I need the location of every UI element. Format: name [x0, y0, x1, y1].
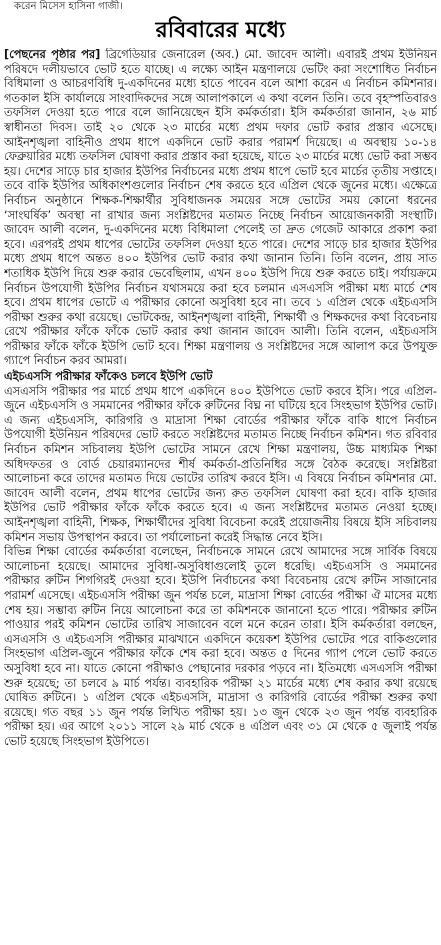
- sub-headline: এইচএসসি পরীক্ষার ফাঁকেও চলবে ইউপি ভোট: [4, 370, 213, 384]
- article-body: [4, 48, 437, 941]
- paragraph-1: [4, 48, 437, 369]
- paragraph-1-text: ব্রিগেডিয়ার জেনারেল (অব.) মো. জাবেদ আলী। এবারই প্রথম ইউনিয়ন পরিষদে দলীয়ভাবে ভোট হতে যাচ্ছে। এ লক্ষ্যে আইন মন্ত্রণালয়ে ভেটিং করা সংশোধিত নির্বাচন বিধিমালা ও আচরণবিধি দু-একদিনের মধ্যে হাতে পাবেন বলে আশা করেন এ নির্বাচন কমিশনার। গতকাল ইসি কার্যালয়ে সাংবাদিকদের সঙ্গে আলাপকালে এ কথা বলেন তিনি। তবে বৃহস্পতিবারও তফসিল দেওয়া হতে পারে বলে জানিয়েছেন ইসি কর্মকর্তারা। ইসি কর্মকর্তারা জানান, ২৬ মার্চ স্বাধীনতা দিবস। তাই ২০ থেকে ২৩ মার্চের মধ্যে প্রথম দফার ভোট করার প্রস্তাব এসেছে। আইনশৃঙ্খলা বাহিনীও প্রথম ধাপে একদিনে ভোট করার পরামর্শ দিয়েছে। এ অবস্থায় ১০-১৪ ফেব্রুয়ারির মধ্যে তফসিল ঘোষণা করার প্রস্তাব করা হয়েছে, যাতে ২৩ মার্চের মধ্যে ভোট করা সম্ভব হয়। দেশের সাড়ে চার হাজার ইউপির নির্বাচনের মধ্যে প্রথম ধাপে ভোট হবে মার্চের তৃতীয় সপ্তাহে। তবে বাকি ইউপির অধিকাংশগুলোর নির্বাচন শেষ করতে হবে এপ্রিল থেকে জুনের মধ্যে। এক্ষেত্রে নির্বাচন অনুষ্ঠানে শিক্ষক-শিক্ষার্থীর সুবিধাজনক সময়ের সঙ্গে ভোটের সময় কোনো ধরনের ‘সাংঘর্ষিক’ অবস্থা না রাখার জন্য সংশ্লিষ্টদের মতামত নিচ্ছে নির্বাচন আয়োজনকারী সংস্থাটি। জাবেদ আলী বলেন, দু-একদিনের মধ্যে বিধিমালা পেলেই তা দ্রুত গেজেট আকারে প্রকাশ করা হবে। এরপরই প্রথম ধাপের ভোটের তফসিল দেওয়া হতে পারে। দেশের সাড়ে চার হাজার ইউপির মধ্যে প্রথম ধাপে অন্তত ৪০০ ইউপির ভোট করার কথা জানান তিনি। তিনি বলেন, প্রায় সাত শতাধিক ইউপি দিয়ে শুরু করার ভেবেছিলাম, এখন ৪০০ ইউপি দিয়ে শুরু করতে চাই। পর্যায়ক্রমে নির্বাচন উপযোগী ইউপির নির্বাচন যথাসময়ে করা হবে চলমান এসএসসি পরীক্ষা মধ্য মার্চে শেষ হবে। প্রথম ধাপের ভোটে এ পরীক্ষার কোনো অসুবিধা হবে না। তবে ১ এপ্রিল থেকে এইচএসসি পরীক্ষা শুরুর কথা রয়েছে। ভোটকেন্দ্র, আইনশৃঙ্খলা বাহিনী, শিক্ষার্থী ও শিক্ষকদের কথা বিবেচনায় রেখে পরীক্ষার ফাঁকে ফাঁকে ভোট করার কথা জানান জাবেদ আলী। তিনি বলেন, এইচএসসি পরীক্ষার ফাঁকে ফাঁকে ইউপি ভোট হবে। শিক্ষা মন্ত্রণালয় ও সংশ্লিষ্টদের সঙ্গে আলাপ করে উপযুক্ত গ্যাপে নির্বাচন করব আমরা।: [4, 48, 437, 368]
- paragraph-2: এসএসসি পরীক্ষার পর মার্চে প্রথম ধাপে একদিনে ৪০০ ইউপিতে ভোট করবে ইসি। পরে এপ্রিল-জুনে এইচএসসি ও সমমানের পরীক্ষার ফাঁকে রুটিনের বিঘ্ন না ঘটিয়ে হবে সিংহভাগ ইউপির ভোট। এ জন্য এইচএসসি, কারিগরি ও মাদ্রাসা শিক্ষা বোর্ডের পরীক্ষার ফাঁকে বাকি ধাপে নির্বাচন উপযোগী ইউনিয়ন পরিষদের ভোট করতে সংশ্লিষ্টদের মতামত নিচ্ছে নির্বাচন কমিশন। গত রবিবার নির্বাচন কমিশন সচিবালয় ইউপি ভোটের সামনে রেখে শিক্ষা মন্ত্রণালয়, উচ্চ মাধ্যমিক শিক্ষা অধিদফতর ও বোর্ড চেয়ারম্যানদের শীর্ষ কর্মকর্তা-প্রতিনিধির সঙ্গে বৈঠক করেছে। সংশ্লিষ্টরা আলোচনা করে তাদের মতামত দিয়ে ভোটের তারিখ করবে ইসি। এ বিষয়ে নির্বাচন কমিশনার মো. জাবেদ আলী বলেন, প্রথম ধাপের ভোটের জন্য রুত তফসিল ঘোষণা করা হবে। বাকি হাজার ইউপির ভোট পরীক্ষার ফাঁকে ফাঁকে করতে হবে। এ জন্য সংশ্লিষ্টদের মতামত নেওয়া হচ্ছে। আইনশৃঙ্খলা বাহিনী, শিক্ষক, শিক্ষার্থীদের সুবিধা বিবেচনা করেই প্রয়োজনীয় বিষয়ে ইসি সচিবালয় কমিশন সভায় উপস্থাপন করবে। তা পর্যালোচনা করেই সিদ্ধান্ত নেবে ইসি।: [4, 384, 437, 544]
- continued-marker: [পেছনের পৃষ্ঠার পর]: [4, 48, 101, 61]
- previous-article-tail: করেন মিসেস হাসিনা গাজী।: [14, 1, 123, 12]
- paragraph-3: বিভিন্ন শিক্ষা বোর্ডের কর্মকর্তারা বলেছেন, নির্বাচনকে সামনে রেখে আমাদের সঙ্গে সার্বিক বিষয়ে আলোচনা হয়েছে। আমাদের সুবিধা-অসুবিধাগুলোই তুলে ধরেছি। এইচএসসি ও সমমানের পরীক্ষার রুটিন শিগগিরই দেওয়া হবে। ইউপি নির্বাচনের কথা বিবেচনায় রেখে রুটিন সাজানোর পরামর্শ এসেছে। এইচএসসি পরীক্ষা জুন পর্যন্ত চলে, মাদ্রাসা শিক্ষা বোর্ডের পরীক্ষা ঐ মাসের মধ্যে শেষ হয়। সম্ভাব্য রুটিন নিয়ে আলোচনা করে তা কমিশনকে জানানো হতে পারে। পরীক্ষার রুটিন পাওয়ার পরই কমিশন ভোটের তারিখ সাজাবেন বলে মনে করেন তারা। ইসি কর্মকর্তারা বলছেন, এসএসসি ও এইচএসসি পরীক্ষার মাঝখানে একদিনে কয়েকশ ইউপির ভোটের পরে বাকিগুলোর সিংহভাগ এপ্রিল-জুনে পরীক্ষার ফাঁকে শেষ করা হবে। অন্তত ৫ দিনের গ্যাপ পেলে ভোট করতে অসুবিধা হবে না। যাতে কোনো পরীক্ষাও পেছানোর দরকার পড়বে না। ইতিমধ্যে এসএসসি পরীক্ষা শুরু হয়েছে; তা চলবে ৯ মার্চ পর্যন্ত। ব্যবহারিক পরীক্ষা ২১ মার্চের মধ্যে শেষ করার কথা রয়েছে ঘোষিত রুটিনে। ১ এপ্রিল থেকে এইচএসসি, মাদ্রাসা ও কারিগরি বোর্ডের পরীক্ষা শুরুর কথা রয়েছে। গত বছর ১১ জুন পর্যন্ত লিখিত পরীক্ষা হয়। ১৩ জুন থেকে ২৩ জুন পর্যন্ত ব্যবহারিক পরীক্ষা হয়। এর আগে ২০১১ সালে ২৯ মার্চ থেকে ৪ এপ্রিল এবং ৩১ মে থেকে ৫ জুলাই পর্যন্ত ভোট হয়েছে সিংহভাগ ইউপিতে।: [4, 545, 437, 748]
- article-headline: রবিবারের মধ্যে: [155, 18, 286, 43]
